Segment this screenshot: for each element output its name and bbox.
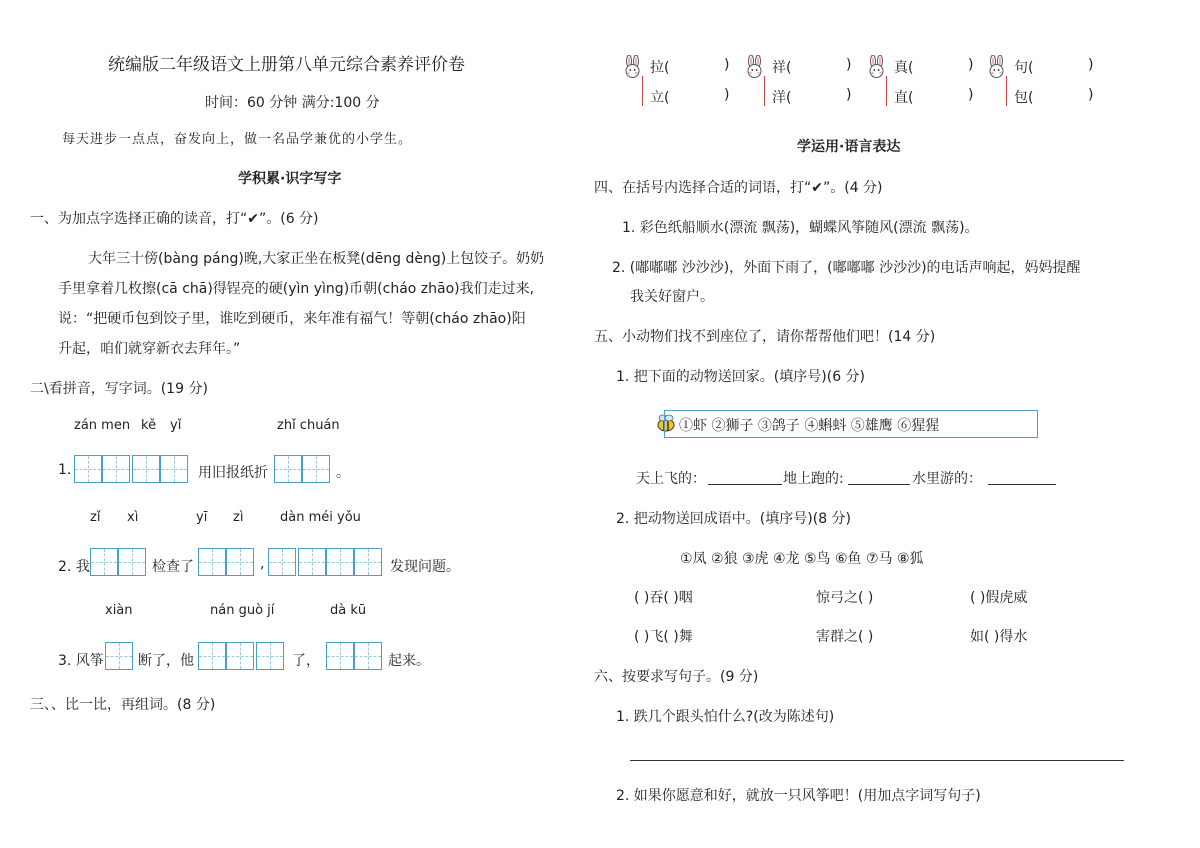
writing-grid[interactable] — [274, 455, 332, 483]
q2-text: 起来。 — [388, 653, 430, 669]
q2-item-number: 2. 我 — [58, 559, 90, 575]
q5-sub2: 2. 把动物送回成语中。(填序号)(8 分) — [616, 511, 852, 527]
q2-text: 了， — [292, 653, 320, 669]
pinyin: yǐ — [170, 418, 182, 433]
rabbit-icon — [744, 55, 766, 79]
q3-heading: 三、、比一比，再组词。(8 分) — [30, 697, 216, 713]
pinyin: zì — [233, 510, 244, 525]
idiom-item[interactable]: 惊弓之( ) — [816, 590, 874, 606]
idiom-item[interactable]: 如( )得水 — [970, 629, 1028, 645]
pinyin: yī — [196, 510, 208, 525]
close-paren: ) — [1088, 57, 1094, 73]
q2-heading: 二\看拼音，写字词。(19 分) — [30, 381, 208, 397]
q1-passage-line: 说：“把硬币包到饺子里，谁吃到硬币，来年准有福气！等朝(cháo zhāo)阳 — [58, 311, 526, 327]
writing-cell[interactable] — [326, 642, 354, 670]
compare-char-top[interactable]: 祥( — [772, 60, 792, 76]
writing-cell[interactable] — [132, 455, 160, 483]
q4-item: 2. (嘟嘟嘟 沙沙沙)，外面下雨了，(嘟嘟嘟 沙沙沙)的电话声响起，妈妈提醒 — [612, 260, 1081, 276]
writing-cell[interactable] — [354, 642, 382, 670]
page-title: 统编版二年级语文上册第八单元综合素养评价卷 — [108, 55, 465, 75]
animal-options: ①虾 ②狮子 ③鸽子 ④蝌蚪 ⑤雄鹰 ⑥猩猩 — [679, 418, 940, 434]
close-paren: ) — [968, 57, 974, 73]
close-paren: ) — [968, 87, 974, 103]
motto: 每天进步一点点，奋发向上，做一名品学兼优的小学生。 — [62, 132, 413, 147]
rabbit-icon — [866, 55, 888, 79]
writing-cell[interactable] — [226, 548, 254, 576]
idiom-item[interactable]: ( )假虎威 — [970, 590, 1028, 606]
writing-cell[interactable] — [160, 455, 188, 483]
fill-label-sky: 天上飞的： — [636, 471, 706, 487]
time-info: 时间：60 分钟 满分:100 分 — [205, 95, 380, 111]
q2-text: , — [260, 556, 265, 572]
q4-item: 1. 彩色纸船顺水(漂流 飘荡)，蝴蝶风筝随风(漂流 飘荡)。 — [622, 220, 979, 236]
writing-cell[interactable] — [268, 548, 296, 576]
animal-options-box — [664, 410, 1038, 438]
q2-text: 。 — [336, 465, 350, 481]
writing-cell[interactable] — [256, 642, 284, 670]
writing-cell[interactable] — [198, 642, 226, 670]
writing-grid[interactable] — [198, 642, 286, 670]
q2-text: 发现问题。 — [390, 559, 460, 575]
writing-cell[interactable] — [102, 455, 130, 483]
q4-item: 我关好窗户。 — [630, 289, 714, 305]
writing-cell[interactable] — [105, 642, 133, 670]
writing-grid[interactable] — [105, 642, 135, 670]
q4-heading: 四、在括号内选择合适的词语，打“✔”。(4 分) — [594, 180, 883, 196]
q2-item-number: 3. 风筝 — [58, 653, 104, 669]
q1-passage-line: 大年三十傍(bàng páng)晚,大家正坐在板凳(dēng dèng)上包饺子。奶奶 — [88, 251, 545, 267]
writing-cell[interactable] — [326, 548, 354, 576]
pinyin: xì — [127, 510, 139, 525]
divider-line — [642, 76, 643, 106]
writing-cell[interactable] — [302, 455, 330, 483]
compare-char-top[interactable]: 拉( — [650, 60, 670, 76]
close-paren: ) — [846, 87, 852, 103]
writing-cell[interactable] — [298, 548, 326, 576]
idiom-item[interactable]: 害群之( ) — [816, 629, 874, 645]
q5-sub1: 1. 把下面的动物送回家。(填序号)(6 分) — [616, 369, 866, 385]
writing-grid[interactable] — [268, 548, 384, 576]
writing-cell[interactable] — [354, 548, 382, 576]
pinyin: zán men — [74, 418, 131, 433]
q2-item-number: 1. — [58, 462, 72, 478]
compare-char-bottom[interactable]: 直( — [894, 90, 914, 106]
q5-heading: 五、小动物们找不到座位了，请你帮帮他们吧！(14 分) — [594, 329, 936, 345]
fill-label-water: 水里游的： — [912, 471, 982, 487]
writing-grid[interactable] — [198, 548, 256, 576]
writing-cell[interactable] — [226, 642, 254, 670]
rabbit-icon — [622, 55, 644, 79]
writing-cell[interactable] — [90, 548, 118, 576]
close-paren: ) — [846, 57, 852, 73]
idiom-item[interactable]: ( )飞( )舞 — [634, 629, 693, 645]
compare-char-bottom[interactable]: 包( — [1014, 90, 1034, 106]
section-heading-apply: 学运用·语言表达 — [797, 139, 901, 155]
answer-line-q6-1[interactable] — [630, 760, 1124, 761]
close-paren: ) — [1088, 87, 1094, 103]
q2-text: 断了，他 — [138, 653, 194, 669]
pinyin: zǐ — [90, 510, 101, 525]
writing-cell[interactable] — [274, 455, 302, 483]
q6-item: 1. 跌几个跟头怕什么?(改为陈述句) — [616, 709, 835, 725]
pinyin: dàn méi yǒu — [280, 510, 361, 525]
q2-text: 检查了 — [152, 559, 194, 575]
answer-line-sky[interactable] — [708, 484, 782, 485]
pinyin: xiàn — [105, 603, 133, 618]
divider-line — [886, 76, 887, 106]
writing-grid[interactable] — [326, 642, 384, 670]
q6-item: 2. 如果你愿意和好，就放一只风筝吧！(用加点字词写句子) — [616, 788, 981, 804]
idiom-options: ①凤 ②狼 ③虎 ④龙 ⑤鸟 ⑥鱼 ⑦马 ⑧狐 — [680, 551, 924, 567]
q6-heading: 六、按要求写句子。(9 分) — [594, 669, 759, 685]
fill-label-land: 地上跑的: — [783, 471, 844, 487]
writing-cell[interactable] — [118, 548, 146, 576]
pinyin: kě — [141, 418, 157, 433]
rabbit-icon — [986, 55, 1008, 79]
idiom-item[interactable]: ( )吞( )咽 — [634, 590, 693, 606]
compare-char-top[interactable]: 真( — [894, 60, 914, 76]
close-paren: ) — [724, 57, 730, 73]
answer-line-water[interactable] — [988, 484, 1056, 485]
q1-passage-line: 手里拿着几枚擦(cā chā)得锃亮的硬(yìn yìng)币朝(cháo zhāo)我们走过来, — [58, 281, 535, 297]
compare-char-top[interactable]: 句( — [1014, 60, 1034, 76]
answer-line-land[interactable] — [848, 484, 910, 485]
divider-line — [1006, 76, 1007, 106]
pinyin: zhǐ chuán — [277, 418, 340, 433]
writing-grid[interactable] — [74, 455, 190, 483]
close-paren: ) — [724, 87, 730, 103]
q2-text: 用旧报纸折 — [198, 465, 268, 481]
pinyin: nán guò jí — [210, 603, 275, 618]
q1-heading: 一、为加点字选择正确的读音，打“✔”。(6 分) — [30, 211, 319, 227]
writing-cell[interactable] — [198, 548, 226, 576]
section-heading-accumulate: 学积累·识字写字 — [238, 171, 342, 187]
divider-line — [764, 76, 765, 106]
writing-cell[interactable] — [74, 455, 102, 483]
q1-passage-line: 升起，咱们就穿新衣去拜年。” — [58, 341, 241, 357]
compare-char-bottom[interactable]: 立( — [650, 90, 670, 106]
compare-char-bottom[interactable]: 洋( — [772, 90, 792, 106]
pinyin: dà kū — [330, 603, 367, 618]
writing-grid[interactable] — [90, 548, 148, 576]
